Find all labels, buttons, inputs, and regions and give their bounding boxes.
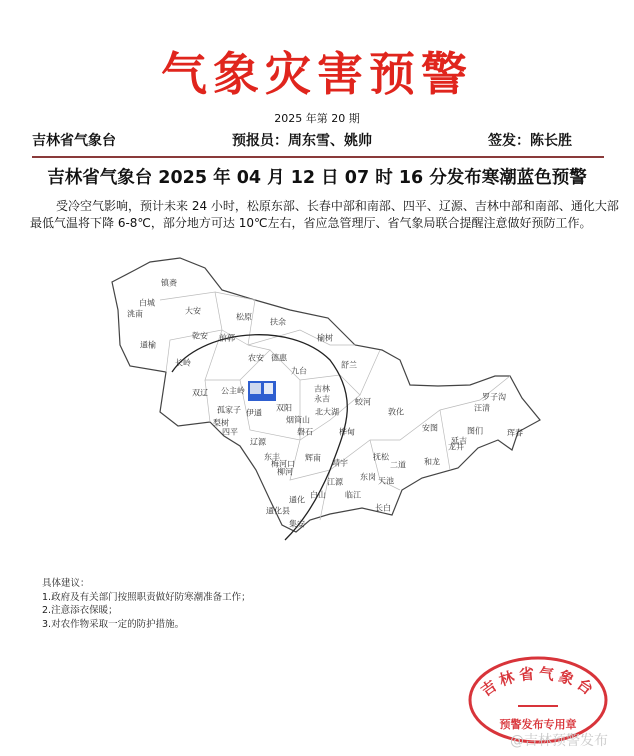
issue-number: 2025 年第 20 期 bbox=[274, 112, 360, 125]
map-label: 长岭 bbox=[175, 358, 191, 368]
map-label: 梨树 bbox=[213, 418, 229, 428]
map-label: 九台 bbox=[291, 366, 307, 376]
map-label: 二道 bbox=[390, 460, 406, 470]
map-label: 集安 bbox=[289, 519, 305, 529]
map-label: 珲春 bbox=[507, 428, 523, 438]
map-label: 辽源 bbox=[250, 437, 266, 447]
map-label: 长白 bbox=[375, 503, 391, 513]
map-label: 图们 bbox=[467, 426, 483, 436]
map-label: 桦甸 bbox=[339, 427, 355, 437]
map-label: 龙井 bbox=[448, 442, 464, 452]
map-label: 蛟河 bbox=[355, 397, 371, 407]
map-label: 四平 bbox=[222, 427, 238, 437]
map-label: 东岗 bbox=[360, 472, 376, 482]
warning-icon bbox=[248, 381, 276, 401]
document-title: 气象灾害预警 bbox=[161, 47, 473, 101]
warning-body bbox=[30, 198, 620, 232]
map-label: 扶余 bbox=[270, 317, 286, 327]
map-label: 孤家子 bbox=[217, 405, 241, 415]
map-label: 安图 bbox=[422, 423, 438, 433]
map-label: 辉南 bbox=[305, 453, 321, 463]
warning-headline: 吉林省气象台 2025 年 04 月 12 日 07 时 16 分发布寒潮蓝色预警 bbox=[47, 168, 587, 188]
map-label: 通化县 bbox=[266, 506, 290, 516]
map-label: 双阳 bbox=[276, 403, 292, 413]
map-label: 白山 bbox=[310, 490, 326, 500]
map-label: 农安 bbox=[248, 353, 264, 363]
map-label: 白城 bbox=[139, 298, 155, 308]
map-label: 大安 bbox=[185, 306, 201, 316]
map-label: 公主岭 bbox=[221, 386, 245, 396]
map-label: 通化 bbox=[289, 495, 305, 505]
svg-text:预警发布专用章: 预警发布专用章 bbox=[499, 718, 577, 731]
map-label: 江源 bbox=[327, 477, 343, 487]
map-label: 烟筒山 bbox=[286, 415, 310, 425]
map-label: 罗子沟 bbox=[482, 392, 506, 402]
forecasters: 预报员：周东雪、姚帅 bbox=[232, 133, 372, 149]
issuing-org: 吉林省气象台 bbox=[32, 133, 116, 149]
svg-text:吉林省气象台: 吉林省气象台 bbox=[477, 664, 600, 701]
map-label: 永吉 bbox=[314, 394, 330, 404]
map-label: 榆树 bbox=[317, 333, 333, 343]
map-label: 德惠 bbox=[271, 353, 287, 363]
map-label: 北大湖 bbox=[315, 407, 339, 417]
warning-area-map bbox=[0, 250, 634, 570]
map-label: 梅河口 bbox=[271, 459, 295, 469]
map-label: 汪清 bbox=[474, 403, 490, 413]
map-label: 镇赉 bbox=[161, 278, 177, 288]
map-label: 舒兰 bbox=[341, 360, 357, 370]
advice-item: 3.对农作物采取一定的防护措施。 bbox=[42, 618, 185, 630]
map-label: 临江 bbox=[345, 490, 361, 500]
map-label: 和龙 bbox=[424, 457, 440, 467]
map-label: 敦化 bbox=[388, 407, 404, 417]
map-label: 柳河 bbox=[277, 467, 293, 477]
map-label: 抚松 bbox=[373, 452, 389, 462]
advice-section bbox=[42, 577, 251, 631]
map-label: 前郭 bbox=[219, 333, 235, 343]
advice-item: 1.政府及有关部门按照职责做好防寒潮准备工作； bbox=[42, 591, 251, 603]
map-label: 通榆 bbox=[140, 340, 156, 350]
map-label: 双辽 bbox=[192, 388, 208, 398]
map-label: 天池 bbox=[378, 476, 394, 486]
advice-item: 2.注意添衣保暖； bbox=[42, 605, 118, 616]
map-label: 靖宇 bbox=[332, 458, 348, 468]
map-label: 松原 bbox=[236, 312, 252, 322]
map-label: 洮南 bbox=[127, 309, 143, 319]
weibo-watermark: @吉林预警发布 bbox=[510, 733, 608, 749]
map-label: 吉林 bbox=[314, 384, 330, 394]
divider bbox=[32, 156, 604, 158]
map-label: 伊通 bbox=[246, 408, 262, 418]
map-label: 延吉 bbox=[451, 436, 467, 446]
signer: 签发：陈长胜 bbox=[488, 133, 572, 149]
map-label: 东丰 bbox=[264, 452, 280, 462]
map-label: 乾安 bbox=[192, 331, 208, 341]
advice-heading: 具体建议： bbox=[42, 578, 90, 589]
body-text: 受冷空气影响，预计未来 24 小时，松原东部、长春中部和南部、四平、辽源、吉林中部和南部、通化大部最低气温将下降 6-8℃，部分地方可达 10℃左右，省应急管理厅、省气象局联合提醒注意做好预防工作。 bbox=[30, 199, 619, 230]
map-label: 磐石 bbox=[297, 427, 313, 437]
